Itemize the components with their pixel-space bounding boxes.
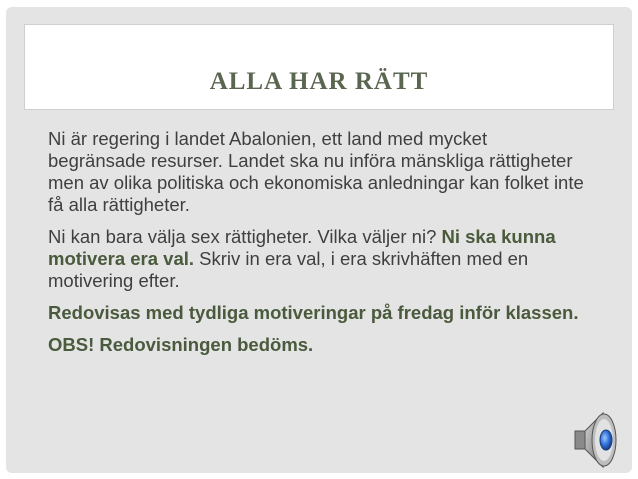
paragraph-note: OBS! Redovisningen bedöms. [48,334,314,355]
paragraph-presentation: Redovisas med tydliga motiveringar på fredag inför klassen. [48,302,579,323]
slide-body [48,128,588,366]
instructions-emphasis: Ni ska kunna motivera era val. [48,226,556,269]
paragraph-intro: Ni är regering i landet Abalonien, ett land med mycket begränsade resurser. Landet ska nu införa mänskliga rättigheter men av olika politiska och ekonomiska anledningar kan folket inte få alla rättigheter. [48,128,584,215]
speaker-icon[interactable] [573,407,625,471]
paragraph-instructions [48,226,588,292]
instructions-text-after: Skriv in era val, i era skrivhäften med en motivering efter. [48,248,529,291]
slide-title: ALLA HAR RÄTT [209,68,429,95]
title-box [24,24,614,110]
slide [6,7,632,473]
instructions-text-before: Ni kan bara välja sex rättigheter. Vilka väljer ni? [48,226,442,247]
